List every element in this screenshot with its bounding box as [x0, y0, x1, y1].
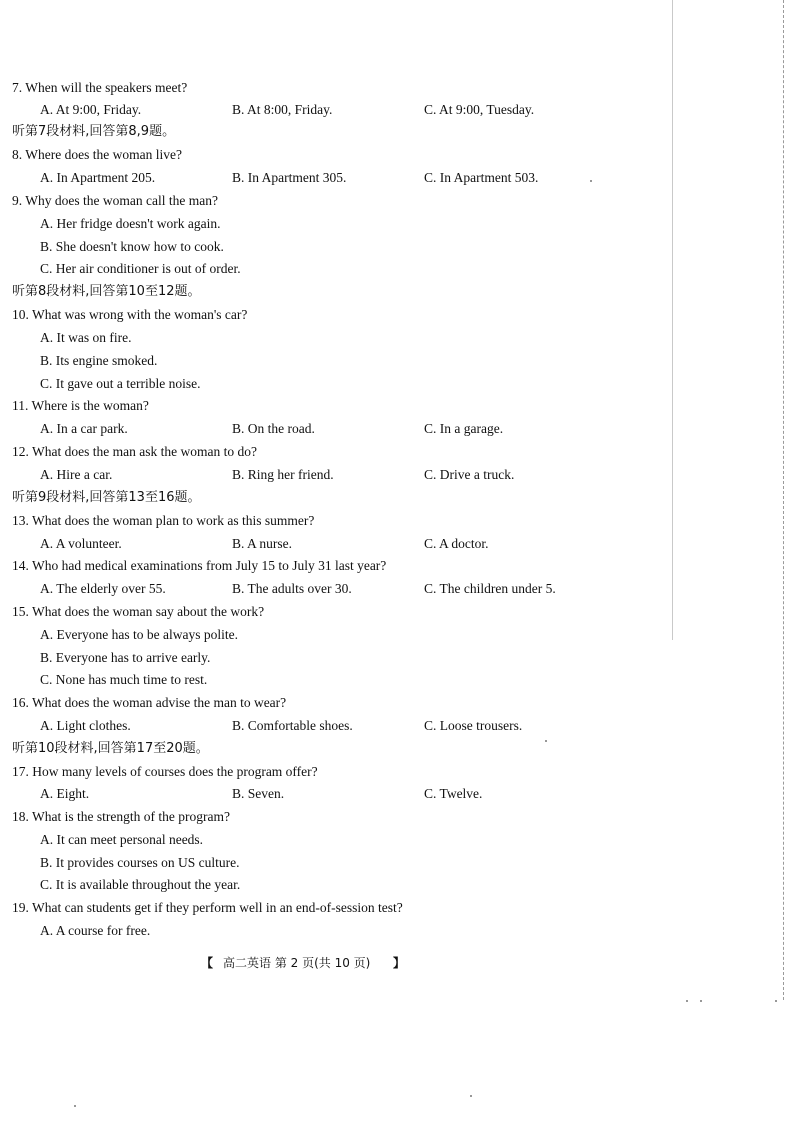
option-b: B. Ring her friend.	[232, 467, 334, 482]
option-b: B. Its engine smoked.	[40, 353, 158, 368]
option-b: B. At 8:00, Friday.	[232, 102, 333, 117]
scan-speck	[470, 1095, 472, 1097]
question-14-options	[40, 578, 680, 600]
question-11: 11. Where is the woman?	[12, 398, 149, 413]
scan-speck	[700, 1000, 702, 1002]
question-7: 7. When will the speakers meet?	[12, 80, 188, 95]
option-b: B. On the road.	[232, 421, 315, 436]
option-c: C. A doctor.	[424, 536, 489, 551]
option-b: B. A nurse.	[232, 536, 293, 551]
scan-dashed-edge	[783, 0, 784, 1000]
section-header-8: 听第8段材料,回答第10至12题。	[12, 284, 201, 299]
option-a: A. Her fridge doesn't work again.	[40, 216, 221, 231]
question-9: 9. Why does the woman call the man?	[12, 193, 218, 208]
option-a: A. At 9:00, Friday.	[40, 102, 142, 117]
scan-fold-line	[672, 0, 673, 640]
question-16-options	[40, 715, 680, 737]
section-header-9: 听第9段材料,回答第13至16题。	[12, 490, 201, 505]
question-19: 19. What can students get if they perform well in an end-of-session test?	[12, 900, 403, 915]
scan-speck	[686, 1000, 688, 1002]
scan-speck	[590, 180, 592, 182]
option-a: A. A course for free.	[40, 923, 151, 938]
option-a: A. Everyone has to be always polite.	[40, 627, 238, 642]
question-13: 13. What does the woman plan to work as this summer?	[12, 513, 315, 528]
option-a: A. Hire a car.	[40, 467, 113, 482]
option-a: A. The elderly over 55.	[40, 581, 166, 596]
option-b: B. She doesn't know how to cook.	[40, 239, 224, 254]
section-header-7: 听第7段材料,回答第8,9题。	[12, 124, 176, 139]
footer-page-info: 高二英语 第 2 页(共 10 页)	[223, 956, 371, 970]
option-a: A. A volunteer.	[40, 536, 122, 551]
option-b: B. Comfortable shoes.	[232, 718, 353, 733]
question-18: 18. What is the strength of the program?	[12, 809, 230, 824]
option-c: C. It is available throughout the year.	[40, 877, 241, 892]
question-12-options	[40, 464, 680, 486]
footer-left-bracket: 【	[201, 956, 214, 970]
option-c: C. In a garage.	[424, 421, 504, 436]
option-b: B. It provides courses on US culture.	[40, 855, 240, 870]
option-c: C. At 9:00, Tuesday.	[424, 102, 535, 117]
option-c: C. Drive a truck.	[424, 467, 515, 482]
footer-right-bracket: 】	[393, 956, 406, 970]
question-8-options	[40, 167, 680, 189]
option-a: A. Light clothes.	[40, 718, 131, 733]
question-10: 10. What was wrong with the woman's car?	[12, 307, 248, 322]
question-17-options	[40, 783, 680, 805]
option-c: C. The children under 5.	[424, 581, 556, 596]
section-header-10: 听第10段材料,回答第17至20题。	[12, 741, 209, 756]
option-c: C. It gave out a terrible noise.	[40, 376, 201, 391]
option-a: A. In Apartment 205.	[40, 170, 156, 185]
question-11-options	[40, 418, 680, 440]
option-a: A. Eight.	[40, 786, 90, 801]
option-c: C. In Apartment 503.	[424, 170, 539, 185]
option-c: C. None has much time to rest.	[40, 672, 208, 687]
question-8: 8. Where does the woman live?	[12, 147, 182, 162]
question-12: 12. What does the man ask the woman to do?	[12, 444, 257, 459]
option-b: B. The adults over 30.	[232, 581, 352, 596]
question-13-options	[40, 533, 680, 555]
option-b: B. Seven.	[232, 786, 285, 801]
option-c: C. Her air conditioner is out of order.	[40, 261, 241, 276]
page-footer	[195, 953, 415, 973]
option-c: C. Loose trousers.	[424, 718, 523, 733]
option-a: A. It can meet personal needs.	[40, 832, 204, 847]
option-b: B. Everyone has to arrive early.	[40, 650, 211, 665]
option-a: A. It was on fire.	[40, 330, 132, 345]
scan-speck	[775, 1000, 777, 1002]
question-14: 14. Who had medical examinations from July 15 to July 31 last year?	[12, 558, 387, 573]
option-a: A. In a car park.	[40, 421, 128, 436]
question-16: 16. What does the woman advise the man to wear?	[12, 695, 287, 710]
question-15: 15. What does the woman say about the work?	[12, 604, 265, 619]
option-c: C. Twelve.	[424, 786, 483, 801]
question-7-options	[40, 99, 680, 121]
question-17: 17. How many levels of courses does the program offer?	[12, 764, 318, 779]
scan-speck	[74, 1105, 76, 1107]
option-b: B. In Apartment 305.	[232, 170, 347, 185]
scan-speck	[545, 740, 547, 742]
